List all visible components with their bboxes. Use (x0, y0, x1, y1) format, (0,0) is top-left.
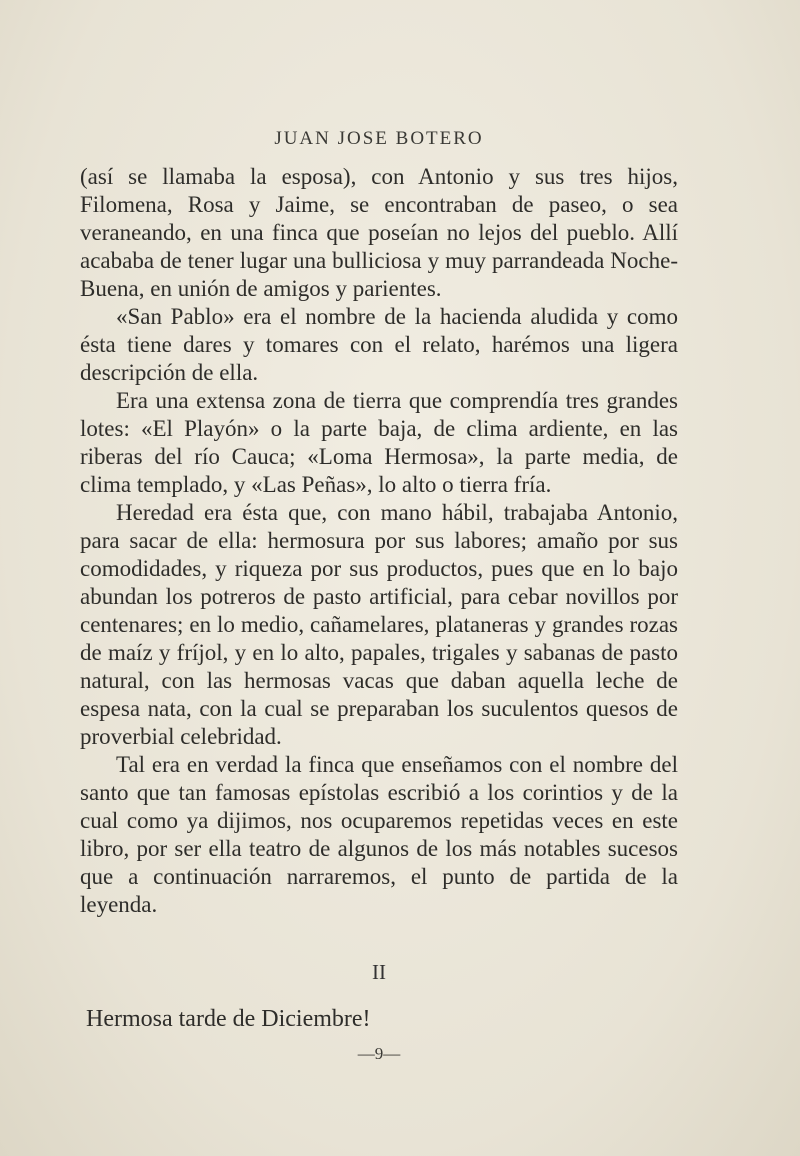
section-opening-line: Hermosa tarde de Diciembre! (86, 1006, 371, 1032)
body-text (80, 163, 678, 919)
paragraph: Era una extensa zona de tierra que comprendía tres grandes lotes: «El Playón» o la parte baja, de clima ardiente, en las riberas del río Cauca; «Loma Hermosa», la parte media, de clima templado, y «Las Peñas», lo alto o tierra fría. (80, 388, 678, 497)
paragraph: Heredad era ésta que, con mano hábil, trabajaba Antonio, para sacar de ella: hermosura por sus labores; amaño por sus comodidades, y riqueza por sus productos, pues que en lo bajo abundan los potreros de pasto artificial, para cebar novillos por centenares; en lo medio, cañamelares, plataneras y grandes rozas de maíz y fríjol, y en lo alto, papales, trigales y sabanas de pasto natural, con las hermosas vacas que daban aquella leche de espesa nata, con la cual se preparaban los suculentos quesos de proverbial celebridad. (80, 500, 678, 749)
paragraph: «San Pablo» era el nombre de la hacienda aludida y como ésta tiene dares y tomares con el relato, harémos una ligera descripción de ella. (80, 304, 678, 385)
paragraph: (así se llamaba la esposa), con Antonio y sus tres hijos, Filomena, Rosa y Jaime, se encontraban de paseo, o sea veraneando, en una finca que poseían no lejos del pueblo. Allí acababa de tener lugar una bulliciosa y muy parrandeada Noche-Buena, en unión de amigos y parientes. (80, 164, 678, 301)
running-header: JUAN JOSE BOTERO (274, 128, 484, 149)
page-number: —9— (357, 1044, 401, 1063)
paragraph: Tal era en verdad la finca que enseñamos con el nombre del santo que tan famosas epístolas escribió a los corintios y de la cual como ya dijimos, nos ocuparemos repetidas veces en este libro, por ser ella teatro de algunos de los más notables sucesos que a continuación narraremos, el punto de partida de la leyenda. (80, 752, 678, 917)
section-number: II (372, 960, 386, 984)
